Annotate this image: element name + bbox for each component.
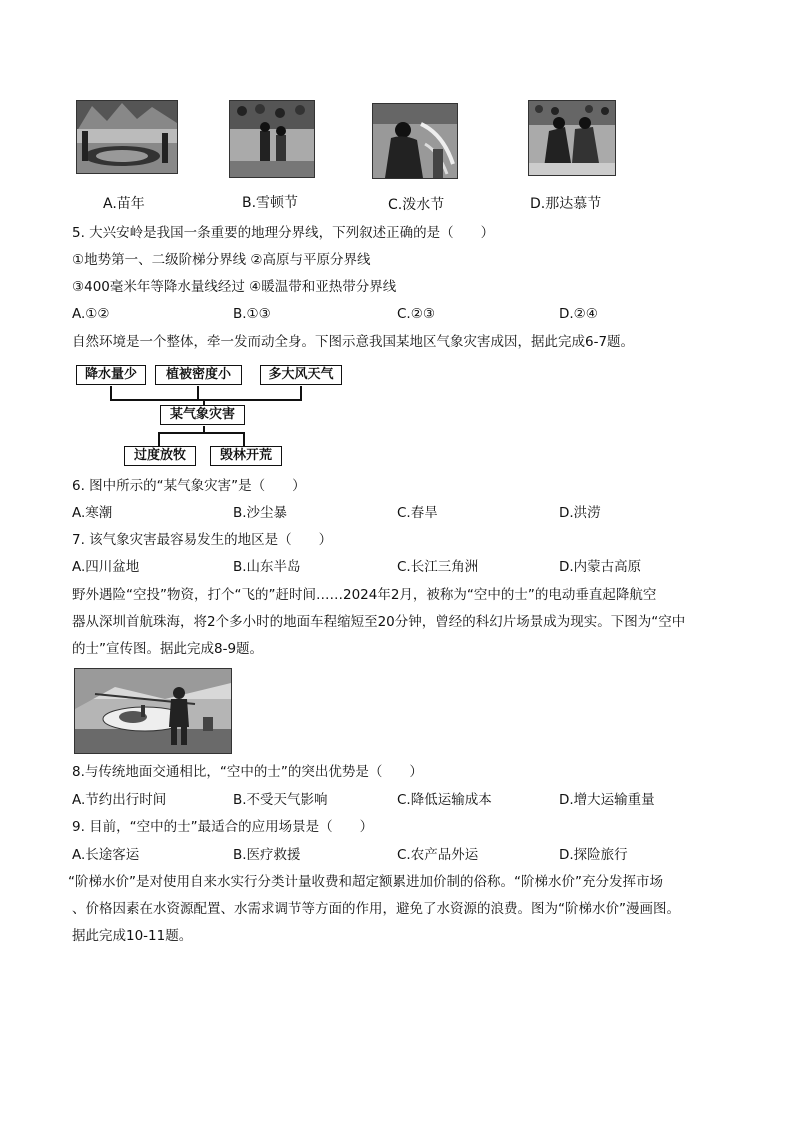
q9-option-a[interactable]: A.长途客运 xyxy=(72,847,140,863)
intro-10-11-line-2: 、价格因素在水资源配置、水需求调节等方面的作用，避免了水资源的浪费。图为“阶梯水价”漫画图。 xyxy=(72,901,680,917)
q8-option-a[interactable]: A.节约出行时间 xyxy=(72,792,167,808)
q9-option-c[interactable]: C.农产品外运 xyxy=(397,847,479,863)
q5-option-c[interactable]: C.②③ xyxy=(397,306,435,322)
q5-option-d[interactable]: D.②④ xyxy=(559,306,598,322)
intro-10-11-line-3: 据此完成10-11题。 xyxy=(72,928,193,944)
q8-stem: 8.与传统地面交通相比，“空中的士”的突出优势是（ ） xyxy=(72,764,423,780)
q5-statement-2: ③400毫米年等降水量线经过 ④暖温带和亚热带分界线 xyxy=(72,279,397,295)
diagram-connector xyxy=(243,432,245,446)
q8-option-c[interactable]: C.降低运输成本 xyxy=(397,792,492,808)
q6-option-a[interactable]: A.寒潮 xyxy=(72,505,113,521)
diagram-box-deforestation: 毁林开荒 xyxy=(210,446,282,466)
diagram-connector xyxy=(300,386,302,400)
photo-miao-new-year xyxy=(76,100,178,174)
diagram-box-disaster: 某气象灾害 xyxy=(160,405,245,425)
intro-6-7: 自然环境是一个整体，牵一发而动全身。下图示意我国某地区气象灾害成因，据此完成6-7题。 xyxy=(72,334,635,350)
q9-stem: 9. 目前，“空中的士”最适合的应用场景是（ ） xyxy=(72,819,374,835)
q5-option-a[interactable]: A.①② xyxy=(72,306,110,322)
intro-10-11-line-1: “阶梯水价”是对使用自来水实行分类计量收费和超定额累进加价制的俗称。“阶梯水价”充分发挥市场 xyxy=(68,874,663,890)
q8-option-d[interactable]: D.增大运输重量 xyxy=(559,792,655,808)
diagram-box-low-rainfall: 降水量少 xyxy=(76,365,146,385)
q6-option-c[interactable]: C.春旱 xyxy=(397,505,438,521)
q7-option-d[interactable]: D.内蒙古高原 xyxy=(559,559,642,575)
intro-8-9-line-3: 的士”宣传图。据此完成8-9题。 xyxy=(72,641,264,657)
diagram-box-overgrazing: 过度放牧 xyxy=(124,446,196,466)
photo-water-splashing-festival xyxy=(372,103,458,179)
diagram-box-windy-weather: 多大风天气 xyxy=(260,365,342,385)
photo-shoton-festival xyxy=(229,100,315,178)
intro-8-9-line-1: 野外遇险“空投”物资，打个“飞的”赶时间……2024年2月，被称为“空中的士”的电动垂直起降航空 xyxy=(72,587,657,603)
q6-option-d[interactable]: D.洪涝 xyxy=(559,505,601,521)
caption-a: A.苗年 xyxy=(103,196,145,212)
diagram-connector xyxy=(158,432,160,446)
photo-air-taxi xyxy=(74,668,232,754)
q6-stem: 6. 图中所示的“某气象灾害”是（ ） xyxy=(72,478,306,494)
diagram-connector xyxy=(110,399,302,401)
q9-option-b[interactable]: B.医疗救援 xyxy=(233,847,301,863)
q5-statement-1: ①地势第一、二级阶梯分界线 ②高原与平原分界线 xyxy=(72,252,371,268)
diagram-box-low-vegetation: 植被密度小 xyxy=(155,365,242,385)
q5-option-b[interactable]: B.①③ xyxy=(233,306,271,322)
q6-option-b[interactable]: B.沙尘暴 xyxy=(233,505,288,521)
q7-stem: 7. 该气象灾害最容易发生的地区是（ ） xyxy=(72,532,333,548)
q7-option-a[interactable]: A.四川盆地 xyxy=(72,559,140,575)
q9-option-d[interactable]: D.探险旅行 xyxy=(559,847,628,863)
q8-option-b[interactable]: B.不受天气影响 xyxy=(233,792,328,808)
caption-c: C.泼水节 xyxy=(388,197,445,213)
caption-b: B.雪顿节 xyxy=(242,195,299,211)
diagram-connector xyxy=(197,386,199,400)
diagram-connector xyxy=(110,386,112,400)
q5-stem: 5. 大兴安岭是我国一条重要的地理分界线，下列叙述正确的是（ ） xyxy=(72,225,495,241)
caption-d: D.那达慕节 xyxy=(530,196,602,212)
q7-option-c[interactable]: C.长江三角洲 xyxy=(397,559,479,575)
photo-naadam-festival xyxy=(528,100,616,176)
q7-option-b[interactable]: B.山东半岛 xyxy=(233,559,301,575)
intro-8-9-line-2: 器从深圳首航珠海，将2个多小时的地面车程缩短至20分钟，曾经的科幻片场景成为现实。下图为“空中 xyxy=(72,614,686,630)
diagram-connector xyxy=(158,432,244,434)
